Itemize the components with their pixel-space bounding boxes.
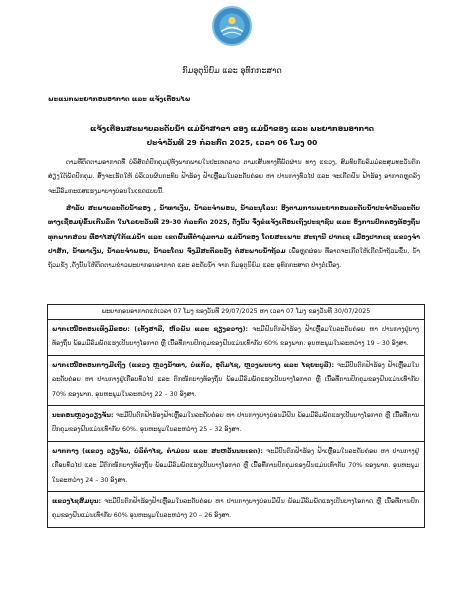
bulletin-title: ແຈ້ງເຕືອນສະພາບລະດັບນໍ້າ ແມ່ນໍ້າສາຂາ ຂອງ ແມ່ນໍ້າຂອງ ແລະ ພະຍາກອນອາກາດ	[90, 124, 374, 133]
forecast-header-row	[48, 305, 425, 320]
forecast-xaisomboun	[48, 492, 425, 528]
region-label: ພາກເໜືອຕອນກາງມີເຖິງ (ແຂວງ ຫຼວງນໍ້າທາ, ບໍ່ແກ້ວ, ອຸດົມໄຊ, ຫຼວງພະບາງ ແລະ ໄຊຍະບູລີ):	[52, 361, 335, 369]
region-forecast-text: ຈະມີປົນຕົກຟ້າຮ້ອງຟ້າເຫຼື້ອມໃນລະດັບຄ່ອຍ ຫາ ປານກາງບາງບ່ອນມີຝົນ ພ້ອມມີລົມພັດແຮງເປັນບາງໂອກາດ ຫຼື ເນື້ອທີ່ການປົກຄຸມຂອງຝົນແມ່ນເທົ່າກັບ 60%. ອຸນຫະພູມໃນລະຫວ່າງ 25 – 32 ອົງສາ.	[52, 412, 419, 434]
forecast-north-central	[48, 355, 425, 405]
region-forecast-text: ຈະມີປົນຕົກຟ້າຮ້ອງ ຟ້າເຫຼື້ອມໃນລະດັບຄ່ອຍ ຫາ ປານກາງຢູ່ເກືອບທົ່ວໄປ ແລະ ມີຕົກໜັກບາງທ້ອງຖິ່ນ ພ້ອມມີລົມພັດແຮງເປັນບາງໂອກາດ ຫຼື ເນື້ອທີ່ການປົກຄຸມຂອງຝົນແມ່ນເທົ່າກັບ 70% ຂອງພາກ. ອຸນຫະພູມໃນລະຫວ່າງ 24 – 30 ອົງສາ.	[52, 447, 419, 484]
department-logo	[212, 6, 252, 46]
region-label: ແຂວງໄຊສົມບູນ:	[52, 498, 102, 506]
region-forecast-text: ຈະມີຝົນຕົກຟ້າຮ້ອງ ຟ້າເຫຼື້ອມໃນລະດັບຄ່ອຍ ຫາ ປານກາງຢູ່ບາງທ້ອງຖິ່ນ ພ້ອມມີລົມພັດແຮງເປັນບາງໂອກາດ ຫຼື ເນື້ອທີ່ການປົກຄຸມຂອງຝົນແມ່ນເທົ່າກັບ 60% ຂອງພາກ. ອຸນຫະພູມໃນລະຫວ່າງ 19 – 30 ອົງສາ.	[52, 326, 419, 348]
flood-warning-advice-text: ເພື່ອຫຼຸດຜ່ອນ ທີ່ອາດຈະເກີດໃຫ້ເກີດນໍ້າຖ້ວມຂຶ້ນ, ນໍ້າຖ້ວມຂັງ ,ດັ່ງນັ້ນໃຫ້ຕິດຕາມຂ່າວພະຍາກອນອາກາດ ແລະ ລະດັບນໍ້າ ຈາກ ກົມອຸຕຸນິຍົມ ແລະ ອຸທົກກະສາດ ປ່າງຕໍ່ເນື່ອງ.	[48, 247, 421, 270]
region-label: ນະຄອນຫຼວງວຽງຈັນ:	[52, 412, 114, 420]
flood-warning-bold-text: ສໍາລັບ ສະພາບລະດັບນໍ້າຂອງ , ນໍ້າທາເງິນ, ນໍ້າລະຈຳພອນ, ນໍ້າລະນຸໂລນ: ອີງຕາມການພະຍາກອນລະດັບນໍ້າປະຈໍາວັນລະດັບທາງເຊື່ອມຢູ່ຂຶ້ນເກີນລຶກ ໃນໄລຍະວັນທີ 29-30 ກໍລະກົດ 2025, ດັ່ງນັ້ນ ຈຶ່ງຂໍແຈ້ງເຕືອນເຖິງປະຊາຊົນ ແລະ ອົງການປົກຄອງທ້ອງຖິ່ນທຸກພາກສ່ວນ ທີ່ອາໄສຢູ່ໃກ້ແມ່ນໍ້າ ແລະ ເຂດພື້ນທີ່ຕ່ໍາລຸ່ມຕາມ ແມ່ນໍ້າຂອງ ໂດຍສະເພາະ ສະຖານີ ປາກເຊ ເມືອງປາກເຊ ແຂວງຈໍາປາສັກ, ນໍ້າທາເງິນ, ນໍ້າລະຈໍາພອນ, ນໍ້າລະໂດນ ຈົ່ງມີສະຕິລະວັງ ຕໍ່ສະພາບນໍ້າຖ້ວມ	[48, 205, 420, 255]
region-forecast-text: ຈະມີປົນຕົກຟ້າຮ້ອງ ຟ້າເຫຼື້ອມໃນລະດັບຄ່ອຍ ຫາ ປານກາງຢູ່ເກືອບທົ່ວໄປ ແລະ ຕົກໜັກບາງທ້ອງຖິ່ນ ພ້ອມມີລົມພັດແຮງເປັນບາງໂອກາດ ຫຼື ເນື້ອທີ່ການປົກຄຸມຂອງຝົນແມ່ນເທົ່າກັບ 70% ຂອງພາກ. ອຸນຫະພູມໃນລະຫວ່າງ 22 – 30 ອົງສາ.	[52, 361, 420, 398]
bulletin-date: ປະຈໍາວັນທີ 29 ກໍລະກົດ 2025, ເວລາ 06 ໂມງ 00	[146, 138, 318, 147]
table-row	[48, 406, 425, 442]
regional-forecast-table	[47, 304, 425, 528]
department-name: ພະແນກພະຍາກອນອາກາດ ແລະ ແຈ້ງເຕືອນໄພ	[48, 95, 191, 103]
table-row	[48, 320, 425, 356]
synoptic-paragraph: ຕາມທີ່ຕິດຕາມອາກາດທີ່ ບໍລິສັດຕໍ່ປົກຄຸມຢູ່ທັງພາກພາຍໃນປະເທດລາວ ຕາມເສັ້ນທາງທີ່ພັດຜ່ານ ທາງ ແຂວງ, ສົມທົບກັບລົມມໍລະສຸມທະວັນຕົກສ່ຽງໃຕ້ພັດປົກຄຸມ. ສິ່ງຈະເຮັດໃຫ້ ບໍລິເວນຜົນກະທົບ ຟ້າຮ້ອງ ຟ້າເຫຼື້ອມໃນລະດັບຄ່ອຍ ຫາ ປານກາງທົ່ວໄປ ແລະ ຈະເກີດຝົນ ຟ້າຮ້ອງ ອາກາດຫຼຸດລົງ ຈະມີລົມກະແສແຮງມາບາງບ່ອນໃນເຂດແບບນີ້.	[48, 159, 420, 195]
svg-text:ກອມອຸຕຸ: ກອມອຸຕຸ	[226, 25, 238, 30]
forecast-period-header: ພະຍາກອນອາກາດແຕ່ເວລາ 07 ໂມງ ຂອງວັນທີ 29/07/2025 ຫາ ເວລາ 07 ໂມງ ຂອງວັນທີ 30/07/2025	[48, 305, 425, 320]
table-row	[48, 441, 425, 491]
forecast-vientiane-capital	[48, 406, 425, 442]
region-forecast-text: ຈະມີປົນຕົກຟ້າຮ້ອງຟ້າເຫຼື້ອມໃນລະດັບຄ່ອຍ ຫາ ປານກາງບາງບ່ອນມີຝົນ ພ້ອມມີລົມພັດແຮງເປັນບາງໂອກາດ ຫຼື ເນື້ອທີ່ການປົກຄຸມຂອງຝົນແມ່ນເທົ່າກັບ 60% ອຸນຫະພູມໃນລະຫວ່າງ 20 – 26 ອົງສາ.	[52, 498, 419, 520]
forecast-north-upper	[48, 320, 425, 356]
table-row	[48, 492, 425, 528]
region-label: ພາກເໜືອຕອນເທິງມີຂອບ: (ເຕັ້ງສາລີ, ຫົວພັນ ແລະ ຊຽງຂວາງ):	[52, 326, 249, 333]
table-row	[48, 355, 425, 405]
region-label: ພາກກາງ (ແຂວງ ວຽງຈັນ, ບໍລິຄໍາໄຊ, ຄໍາມ່ວນ ແລະ ສະຫວັນນະເຂດ):	[52, 447, 263, 455]
forecast-central	[48, 441, 425, 491]
flood-warning-paragraph	[48, 202, 420, 273]
logo-emblem-icon	[214, 8, 250, 44]
ministry-name: ກົມອຸຕຸນິຍົມ ແລະ ອຸທົກກະສາດ	[182, 66, 282, 75]
